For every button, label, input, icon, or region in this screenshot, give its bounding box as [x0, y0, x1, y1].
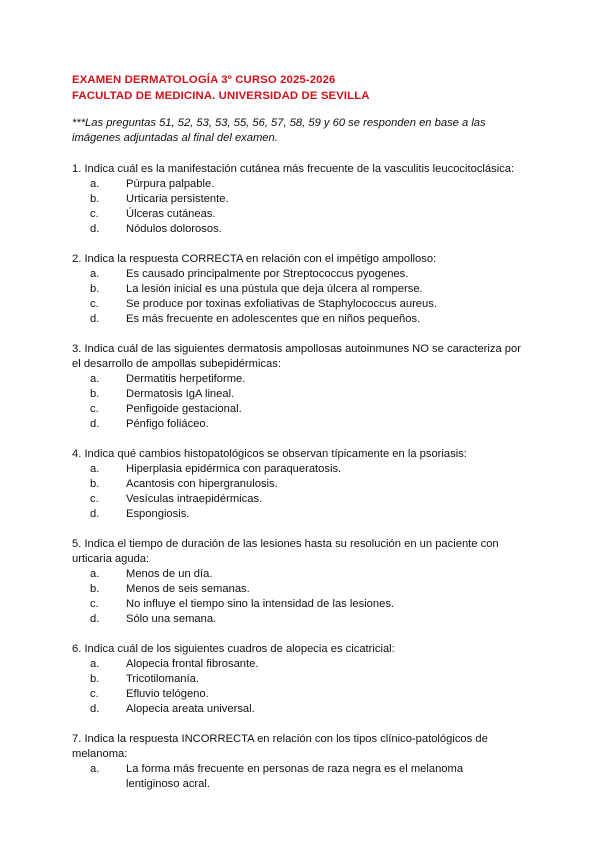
- answer-option: [72, 267, 528, 282]
- answer-option: [72, 507, 528, 522]
- option-letter: a.: [90, 568, 100, 580]
- option-text: Es más frecuente en adolescentes que en niños pequeños.: [126, 313, 421, 325]
- option-letter: d.: [90, 313, 100, 325]
- question-1: [72, 162, 528, 237]
- option-text: No influye el tiempo sino la intensidad de las lesiones.: [126, 598, 395, 610]
- question-text: 6. Indica cuál de los siguientes cuadros de alopecia es cicatricial:: [72, 643, 395, 655]
- answer-option: [72, 207, 528, 222]
- question-text: 2. Indica la respuesta CORRECTA en relación con el impétigo ampolloso:: [72, 253, 437, 265]
- instructions-note: ***Las preguntas 51, 52, 53, 53, 55, 56, 57, 58, 59 y 60 se responden en base a las imágenes adjuntadas al final del examen.: [72, 117, 486, 144]
- answer-option: [72, 567, 528, 582]
- option-text: Alopecia areata universal.: [126, 703, 255, 715]
- option-text: Se produce por toxinas exfoliativas de Staphylococcus aureus.: [126, 298, 437, 310]
- answer-option: [72, 312, 528, 327]
- answer-option: [72, 222, 528, 237]
- option-letter: c.: [90, 403, 99, 415]
- question-5: [72, 537, 528, 627]
- answer-option: [72, 372, 528, 387]
- option-text: Vesículas intraepidérmicas.: [126, 493, 263, 505]
- question-text: 5. Indica el tiempo de duración de las lesiones hasta su resolución en un paciente con urticaria aguda:: [72, 538, 499, 565]
- question-7: [72, 732, 528, 792]
- option-text: Espongiosis.: [126, 508, 190, 520]
- answer-option: [72, 282, 528, 297]
- question-text: 1. Indica cuál es la manifestación cutánea más frecuente de la vasculitis leucocitoclásica:: [72, 163, 515, 175]
- option-text: Úlceras cutáneas.: [126, 208, 216, 220]
- option-text: Urticaria persistente.: [126, 193, 229, 205]
- option-letter: b.: [90, 193, 100, 205]
- answer-option: [72, 597, 528, 612]
- answer-option: [72, 477, 528, 492]
- question-6: [72, 642, 528, 717]
- option-text: Púrpura palpable.: [126, 178, 215, 190]
- option-text: Dermatosis IgA lineal.: [126, 388, 235, 400]
- option-text: Sólo una semana.: [126, 613, 217, 625]
- option-list: [72, 567, 528, 627]
- option-letter: a.: [90, 463, 100, 475]
- option-letter: c.: [90, 493, 99, 505]
- answer-option: [72, 402, 528, 417]
- answer-option: [72, 177, 528, 192]
- option-letter: b.: [90, 388, 100, 400]
- option-letter: c.: [90, 598, 99, 610]
- option-letter: d.: [90, 613, 100, 625]
- question-text: 7. Indica la respuesta INCORRECTA en relación con los tipos clínico-patológicos de melanoma:: [72, 733, 488, 760]
- option-list: [72, 372, 528, 432]
- option-letter: b.: [90, 478, 100, 490]
- faculty-title: FACULTAD DE MEDICINA. UNIVERSIDAD DE SEVILLA: [72, 90, 370, 102]
- option-list: [72, 762, 528, 792]
- option-letter: d.: [90, 418, 100, 430]
- question-2: [72, 252, 528, 327]
- answer-option: [72, 612, 528, 627]
- answer-option: [72, 762, 528, 792]
- answer-option: [72, 297, 528, 312]
- option-letter: a.: [90, 178, 100, 190]
- option-text: Tricotilomanía.: [126, 673, 199, 685]
- answer-option: [72, 687, 528, 702]
- option-letter: b.: [90, 283, 100, 295]
- option-list: [72, 177, 528, 237]
- exam-header: [72, 72, 370, 104]
- option-list: [72, 462, 528, 522]
- question-list: [72, 162, 528, 807]
- option-text: Es causado principalmente por Streptococcus pyogenes.: [126, 268, 409, 280]
- option-letter: a.: [90, 268, 100, 280]
- option-letter: c.: [90, 208, 99, 220]
- option-text: Efluvio telógeno.: [126, 688, 209, 700]
- option-letter: a.: [90, 658, 100, 670]
- option-letter: d.: [90, 223, 100, 235]
- exam-title: EXAMEN DERMATOLOGÍA 3º CURSO 2025-2026: [72, 74, 336, 86]
- answer-option: [72, 192, 528, 207]
- option-text: Menos de un día.: [126, 568, 213, 580]
- answer-option: [72, 582, 528, 597]
- answer-option: [72, 492, 528, 507]
- option-text: Dermatitis herpetiforme.: [126, 373, 246, 385]
- answer-option: [72, 417, 528, 432]
- answer-option: [72, 657, 528, 672]
- question-text: 3. Indica cuál de las siguientes dermatosis ampollosas autoinmunes NO se caracteriza por el desarrollo de ampollas subepidérmicas:: [72, 343, 521, 370]
- answer-option: [72, 702, 528, 717]
- answer-option: [72, 387, 528, 402]
- question-3: [72, 342, 528, 432]
- option-letter: b.: [90, 583, 100, 595]
- question-4: [72, 447, 528, 522]
- option-text: Penfigoide gestacional.: [126, 403, 242, 415]
- option-letter: b.: [90, 673, 100, 685]
- option-text: La lesión inicial es una pústula que deja úlcera al romperse.: [126, 283, 423, 295]
- option-letter: c.: [90, 298, 99, 310]
- option-text: La forma más frecuente en personas de raza negra es el melanoma lentiginoso acral.: [126, 763, 464, 790]
- question-text: 4. Indica qué cambios histopatológicos se observan típicamente en la psoriasis:: [72, 448, 467, 460]
- answer-option: [72, 672, 528, 687]
- answer-option: [72, 462, 528, 477]
- option-text: Acantosis con hipergranulosis.: [126, 478, 278, 490]
- option-letter: a.: [90, 373, 100, 385]
- option-text: Alopecia frontal fibrosante.: [126, 658, 259, 670]
- option-letter: d.: [90, 508, 100, 520]
- option-letter: a.: [90, 763, 100, 775]
- option-text: Nódulos dolorosos.: [126, 223, 222, 235]
- option-text: Hiperplasia epidérmica con paraqueratosis.: [126, 463, 342, 475]
- option-list: [72, 267, 528, 327]
- option-list: [72, 657, 528, 717]
- option-text: Pénfigo foliáceo.: [126, 418, 209, 430]
- option-letter: c.: [90, 688, 99, 700]
- option-letter: d.: [90, 703, 100, 715]
- option-text: Menos de seis semanas.: [126, 583, 250, 595]
